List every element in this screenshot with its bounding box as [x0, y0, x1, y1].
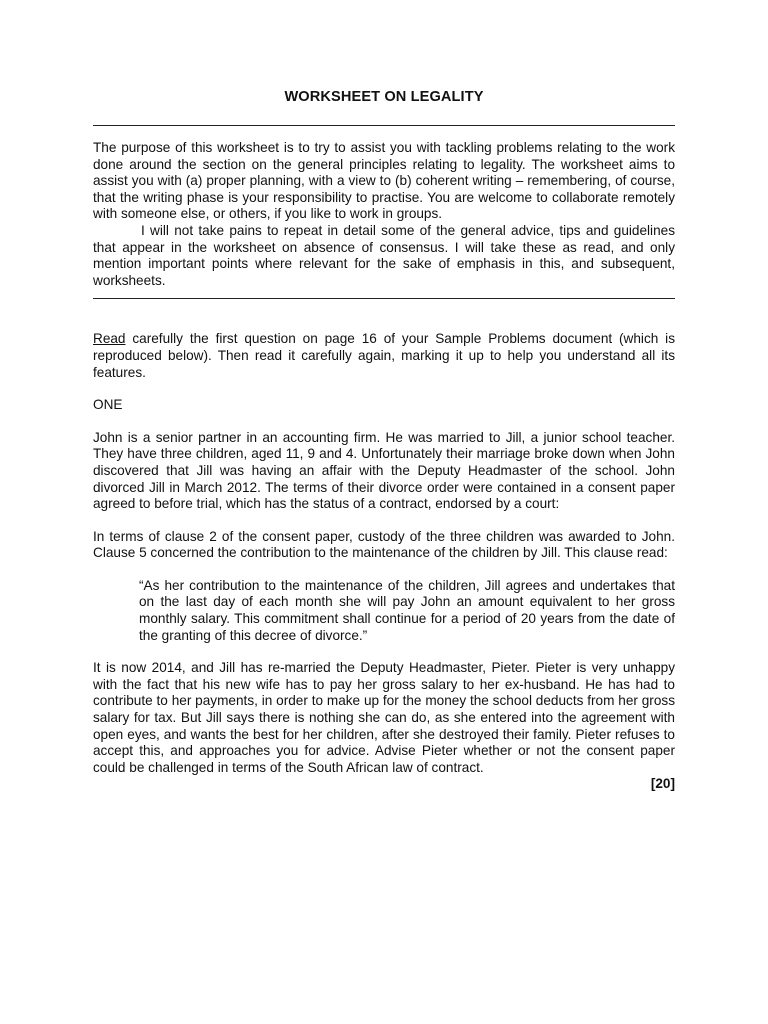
top-divider — [93, 125, 675, 126]
question-paragraph-1: John is a senior partner in an accounting firm. He was married to Jill, a junior school teacher. They have three children, aged 11, 9 and 4. Unfortunately their marriage broke down when John discovered that Jill was having an affair with the Deputy Headmaster of the school. John divorced Jill in March 2012. The terms of their divorce order were contained in a consent paper agreed to before trial, which has the status of a contract, endorsed by a court: — [93, 429, 675, 512]
page-title: WORKSHEET ON LEGALITY — [284, 89, 484, 105]
instruction-text: carefully the first question on page 16 of your Sample Problems document (which is reproduced below). Then read it carefully again, marking it up to help you understand all its features. — [93, 331, 675, 380]
intro-paragraph-1: The purpose of this worksheet is to try to assist you with tackling problems relating to the work done around the section on the general principles relating to legality. The worksheet aims to assist you with (a) proper planning, with a view to (b) coherent writing – remembering, of course, that the writing phase is your responsibility to practise. You are welcome to collaborate remotely with someone else, or others, if you like to work in groups. — [93, 140, 675, 222]
read-emphasis: Read — [93, 331, 126, 347]
marks-label: [20] — [650, 776, 675, 792]
worksheet-page — [93, 88, 675, 793]
clause-quote: “As her contribution to the maintenance of the children, Jill agrees and undertakes that on the last day of each month she will pay John an amount equivalent to her gross monthly salary. This commitment shall continue for a period of 20 years from the date of the granting of this decree of divorce.” — [139, 577, 675, 643]
question-number: ONE — [93, 397, 123, 413]
bottom-divider — [93, 298, 675, 299]
question-paragraph-3: It is now 2014, and Jill has re-married the Deputy Headmaster, Pieter. Pieter is very unhappy with the fact that his new wife has to pay her gross salary to her ex-husband. He has had to contribute to her payments, in order to make up for the money the school deducts from her gross salary for tax. But Jill says there is nothing she can do, as she entered into the agreement with open eyes, and wants the best for her children, after she destroyed their family. Pieter refuses to accept this, and approaches you for advice. Advise Pieter whether or not the consent paper could be challenged in terms of the South African law of contract. — [93, 660, 675, 775]
instruction-paragraph — [93, 331, 675, 381]
question-paragraph-2: In terms of clause 2 of the consent paper, custody of the three children was awarded to John. Clause 5 concerned the contribution to the maintenance of the children by Jill. This clause read: — [93, 528, 675, 561]
intro-paragraph-2: I will not take pains to repeat in detail some of the general advice, tips and guidelines that appear in the worksheet on absence of consensus. I will take these as read, and only mention important points where relevant for the sake of emphasis in this, and subsequent, worksheets. — [93, 222, 675, 288]
